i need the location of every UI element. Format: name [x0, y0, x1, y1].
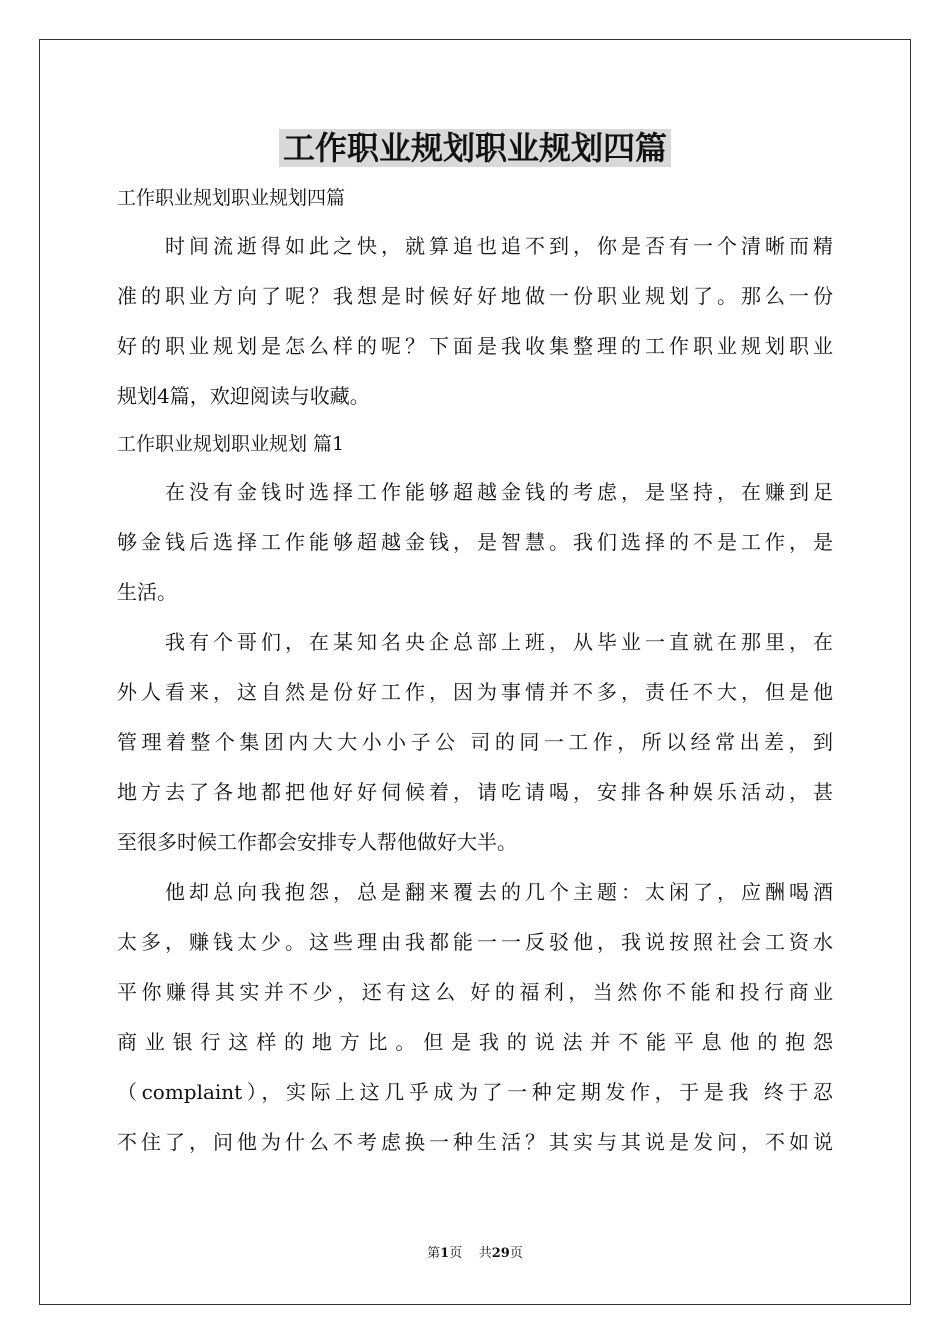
para1-line-3: 生活。 — [117, 580, 177, 604]
footer-page-prefix: 第 — [427, 1246, 441, 1261]
document-subtitle: 工作职业规划职业规划四篇 — [117, 187, 346, 209]
para2-line-4: 地方去了各地都把他好好伺候着，请吃请喝，安排各种娱乐活动，甚 — [117, 780, 833, 804]
para3-line-5: （complaint），实际上这几乎成为了一种定期发作，于是我 终于忍 — [117, 1080, 833, 1104]
intro-line-4: 规划4篇，欢迎阅读与收藏。 — [117, 384, 370, 408]
page-footer — [0, 1244, 950, 1264]
para1-line-1: 在没有金钱时选择工作能够超越金钱的考虑，是坚持，在赚到足 — [165, 480, 833, 504]
para2-line-2: 外人看来，这自然是份好工作，因为事情并不多，责任不大，但是他 — [117, 680, 833, 704]
intro-line-1: 时间流逝得如此之快，就算追也追不到，你是否有一个清晰而精 — [165, 234, 833, 258]
footer-total-prefix: 共 — [478, 1246, 492, 1261]
para2-line-3: 管理着整个集团内大大小小子公 司的同一工作，所以经常出差，到 — [117, 730, 833, 754]
para3-line-1: 他却总向我抱怨，总是翻来覆去的几个主题：太闲了，应酬喝酒 — [165, 880, 833, 904]
para2-line-5: 至很多时候工作都会安排专人帮他做好大半。 — [117, 830, 517, 854]
para3-line-2: 太多，赚钱太少。这些理由我都能一一反驳他，我说按照社会工资水 — [117, 930, 833, 954]
para3-line-4: 商业银行这样的地方比。但是我的说法并不能平息他的抱怨 — [117, 1030, 833, 1054]
para3-line-6: 不住了，问他为什么不考虑换一种生活？其实与其说是发问，不如说 — [117, 1130, 833, 1154]
para1-line-2: 够金钱后选择工作能够超越金钱，是智慧。我们选择的不是工作，是 — [117, 530, 833, 554]
document-title-text: 工作职业规划职业规划四篇 — [279, 129, 671, 167]
para2-line-1: 我有个哥们，在某知名央企总部上班，从毕业一直就在那里，在 — [165, 630, 833, 654]
footer-page-unit: 页 — [449, 1246, 463, 1261]
footer-page-current: 1 — [440, 1246, 450, 1261]
footer-total-unit: 页 — [509, 1246, 523, 1261]
intro-line-3: 好的职业规划是怎么样的呢？下面是我收集整理的工作职业规划职业 — [117, 334, 833, 358]
document-body — [117, 175, 833, 1167]
intro-line-2: 准的职业方向了呢？我想是时候好好地做一份职业规划了。那么一份 — [117, 284, 833, 308]
footer-page-total: 29 — [491, 1246, 510, 1261]
document-title — [0, 124, 950, 172]
para3-line-3: 平你赚得其实并不少，还有这么 好的福利，当然你不能和投行商业 — [117, 980, 833, 1004]
section-heading: 工作职业规划职业规划 篇1 — [117, 433, 345, 455]
